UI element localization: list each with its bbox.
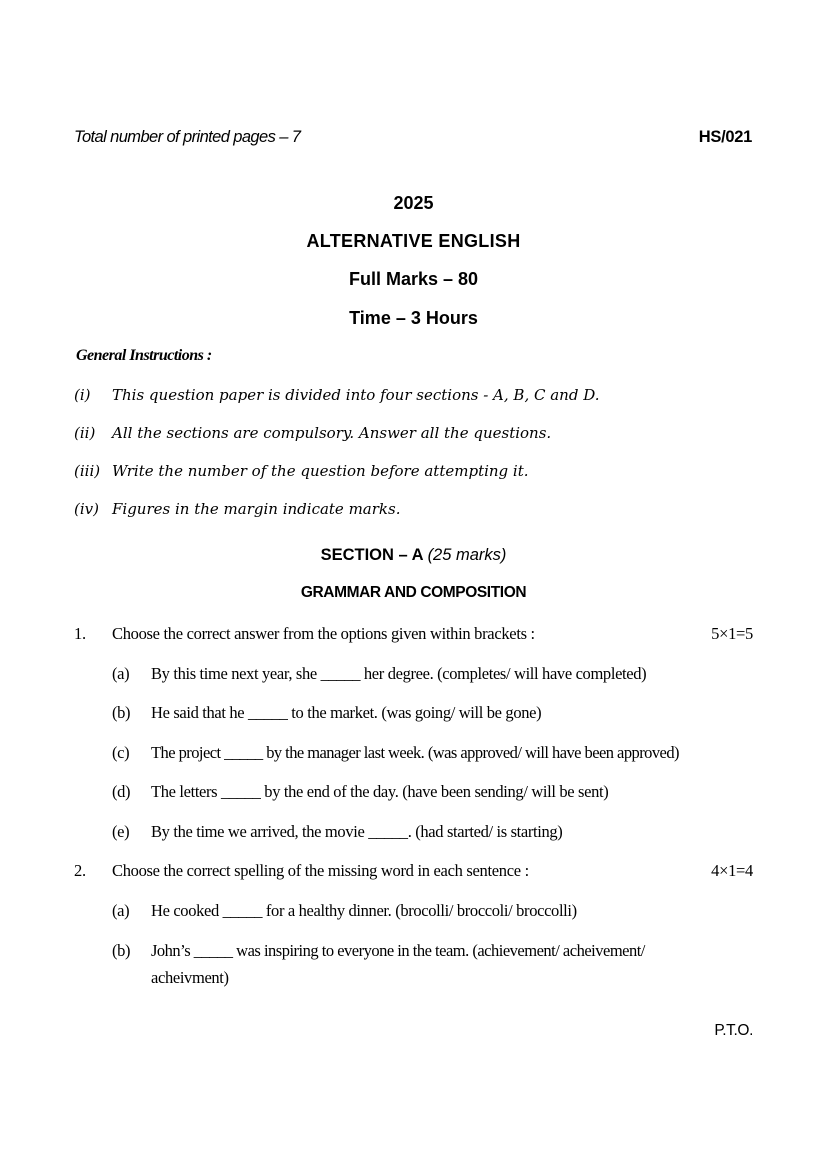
part-label: (b): [112, 941, 131, 960]
question-text: Choose the correct spelling of the missing word in each sentence :: [112, 861, 529, 880]
instruction-number: (iii): [74, 462, 101, 480]
section-subtitle: GRAMMAR AND COMPOSITION: [300, 584, 527, 601]
question-part: [0, 703, 827, 727]
part-text: He said that he _____ to the market. (was going/ will be gone): [151, 703, 542, 722]
part-text: By this time next year, she _____ her degree. (completes/ will have completed): [151, 664, 647, 683]
section-title: SECTION – A: [320, 546, 423, 564]
question-text: Choose the correct answer from the options given within brackets :: [112, 624, 535, 643]
section-marks: (25 marks): [427, 546, 507, 564]
section-heading: [0, 546, 827, 565]
printed-pages-note: Total number of printed pages – 7: [74, 128, 301, 146]
question-marks: 4×1=4: [711, 861, 753, 880]
instruction-number: (iv): [74, 500, 99, 518]
instruction-text: This question paper is divided into four sections - A, B, C and D.: [112, 386, 600, 404]
question-number: 2.: [74, 861, 86, 880]
part-label: (e): [112, 822, 130, 841]
part-text: By the time we arrived, the movie _____. (had started/ is starting): [151, 822, 563, 841]
part-label: (a): [112, 664, 130, 683]
instruction-number: (i): [74, 386, 91, 404]
exam-year: 2025: [393, 193, 434, 213]
part-text: The letters _____ by the end of the day. (have been sending/ will be sent): [151, 782, 609, 801]
paper-code: HS/021: [698, 128, 752, 146]
general-instructions-heading: General Instructions :: [76, 347, 212, 364]
exam-time: Time – 3 Hours: [349, 308, 478, 328]
question-1: [0, 624, 827, 648]
part-label: (d): [112, 782, 131, 801]
part-label: (a): [112, 901, 130, 920]
question-part: [0, 901, 827, 925]
part-text-continuation: acheivment): [151, 968, 229, 987]
instruction-number: (ii): [74, 424, 96, 442]
part-label: (c): [112, 743, 130, 762]
question-part: [0, 941, 827, 965]
part-label: (b): [112, 703, 131, 722]
question-part: [0, 822, 827, 846]
please-turn-over: P.T.O.: [714, 1022, 753, 1039]
question-marks: 5×1=5: [711, 624, 753, 643]
instruction-text: Figures in the margin indicate marks.: [112, 500, 401, 518]
question-part: [0, 743, 827, 767]
instruction-text: All the sections are compulsory. Answer all the questions.: [112, 424, 552, 442]
part-text: The project _____ by the manager last week. (was approved/ will have been approved): [151, 743, 679, 762]
question-part: [0, 664, 827, 688]
full-marks: Full Marks – 80: [348, 269, 479, 289]
part-text: John’s _____ was inspiring to everyone in the team. (achievement/ acheivement/: [151, 941, 645, 960]
part-text: He cooked _____ for a healthy dinner. (brocolli/ broccoli/ broccolli): [151, 901, 577, 920]
question-2: [0, 861, 827, 885]
question-part-continuation: [0, 968, 827, 992]
question-number: 1.: [74, 624, 86, 643]
question-part: [0, 782, 827, 806]
instruction-text: Write the number of the question before attempting it.: [112, 462, 529, 480]
subject-title: ALTERNATIVE ENGLISH: [306, 231, 521, 251]
